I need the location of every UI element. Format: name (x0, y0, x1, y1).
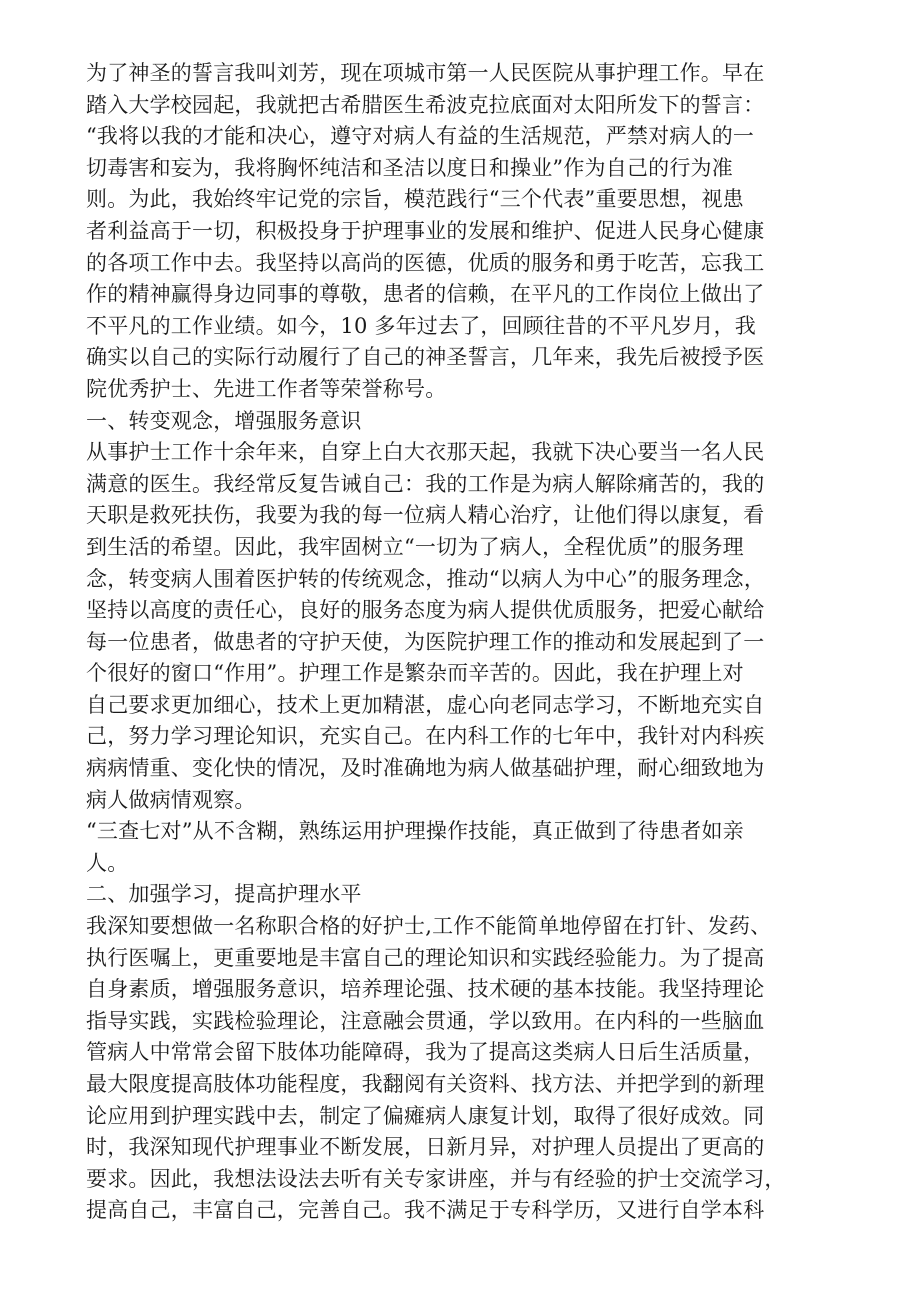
document-page (86, 58, 856, 1227)
text-line: 确实以自己的实际行动履行了自己的神圣誓言，几年来，我先后被授予医 (86, 345, 765, 370)
text-line: 人。 (86, 850, 129, 875)
text-line: 管病人中常常会留下肢体功能障碍，我为了提高这类病人日后生活质量， (86, 1040, 765, 1065)
text-line: 执行医嘱上，更重要地是丰富自己的理论知识和实践经验能力。为了提高 (86, 945, 765, 970)
text-line: 提高自己，丰富自己，完善自己。我不满足于专科学历，又进行自学本科 (86, 1198, 765, 1223)
text-line: 到生活的希望。因此，我牢固树立“一切为了病人，全程优质”的服务理 (86, 534, 744, 559)
section-heading: 一、转变观念，增强服务意识 (86, 408, 362, 433)
text-line: 踏入大学校园起，我就把古希腊医生希波克拉底面对太阳所发下的誓言： (86, 92, 765, 117)
text-line: 自身素质，增强服务意识，培养理论强、技术硬的基本技能。我坚持理论 (86, 977, 765, 1002)
text-line: 自己要求更加细心，技术上更加精湛，虚心向老同志学习，不断地充实自 (86, 692, 765, 717)
text-line: 病病情重、变化快的情况，及时准确地为病人做基础护理，耐心细致地为 (86, 756, 765, 781)
text-line: 为了神圣的誓言我叫刘芳，现在项城市第一人民医院从事护理工作。早在 (86, 61, 765, 85)
text-line: 个很好的窗口“作用”。护理工作是繁杂而辛苦的。因此，我在护理上对 (86, 661, 744, 686)
text-line: 最大限度提高肢体功能程度，我翻阅有关资料、找方法、并把学到的新理 (86, 1072, 765, 1096)
text-line: 念，转变病人围着医护转的传统观念，推动“以病人为中心”的服务理念， (86, 566, 766, 591)
text-line: 坚持以高度的责任心，良好的服务态度为病人提供优质服务，把爱心献给 (86, 598, 765, 623)
text-line: 指导实践，实践检验理论，注意融会贯通，学以致用。在内科的一些脑血 (86, 1008, 765, 1033)
text-line: 论应用到护理实践中去，制定了偏瘫病人康复计划，取得了很好成效。同 (86, 1103, 765, 1128)
text-line: 时，我深知现代护理事业不断发展，日新月异，对护理人员提出了更高的 (86, 1135, 765, 1160)
text-line: “三查七对”从不含糊，熟练运用护理操作技能，真正做到了待患者如亲 (86, 819, 744, 844)
text-line: 院优秀护士、先进工作者等荣誉称号。 (86, 376, 447, 401)
text-line: 满意的医生。我经常反复告诫自己：我的工作是为病人解除痛苦的，我的 (86, 471, 765, 496)
text-line: 切毒害和妄为，我将胸怀纯洁和圣洁以度日和操业”作为自己的行为准 (86, 155, 733, 180)
text-line: “我将以我的才能和决心，遵守对病人有益的生活规范，严禁对病人的一 (86, 124, 755, 149)
text-line: 我深知要想做一名称职合格的好护士,工作不能简单地停留在打针、发药、 (86, 914, 772, 939)
text-line: 的各项工作中去。我坚持以高尚的医德，优质的服务和勇于吃苦，忘我工 (86, 250, 765, 275)
text-line: 从事护士工作十余年来，自穿上白大衣那天起，我就下决心要当一名人民 (86, 440, 765, 465)
text-line: 己，努力学习理论知识，充实自己。在内科工作的七年中，我针对内科疾 (86, 724, 765, 749)
section-heading: 二、加强学习，提高护理水平 (86, 882, 362, 907)
text-line: 则。为此，我始终牢记党的宗旨，模范践行“三个代表”重要思想，视患 (86, 187, 744, 212)
text-line: 要求。因此，我想法设法去听有关专家讲座，并与有经验的护士交流学习， (86, 1166, 786, 1191)
text-line: 作的精神赢得身边同事的尊敬，患者的信赖，在平凡的工作岗位上做出了 (86, 282, 765, 307)
text-line: 天职是救死扶伤，我要为我的每一位病人精心治疗，让他们得以康复，看 (86, 503, 765, 528)
text-line: 每一位患者，做患者的守护天使，为医院护理工作的推动和发展起到了一 (86, 629, 765, 654)
text-line: 病人做病情观察。 (86, 787, 256, 812)
text-line: 者利益高于一切，积极投身于护理事业的发展和维护、促进人民身心健康 (86, 218, 765, 243)
text-line: 不平凡的工作业绩。如今，10 多年过去了，回顾往昔的不平凡岁月，我 (86, 313, 756, 338)
